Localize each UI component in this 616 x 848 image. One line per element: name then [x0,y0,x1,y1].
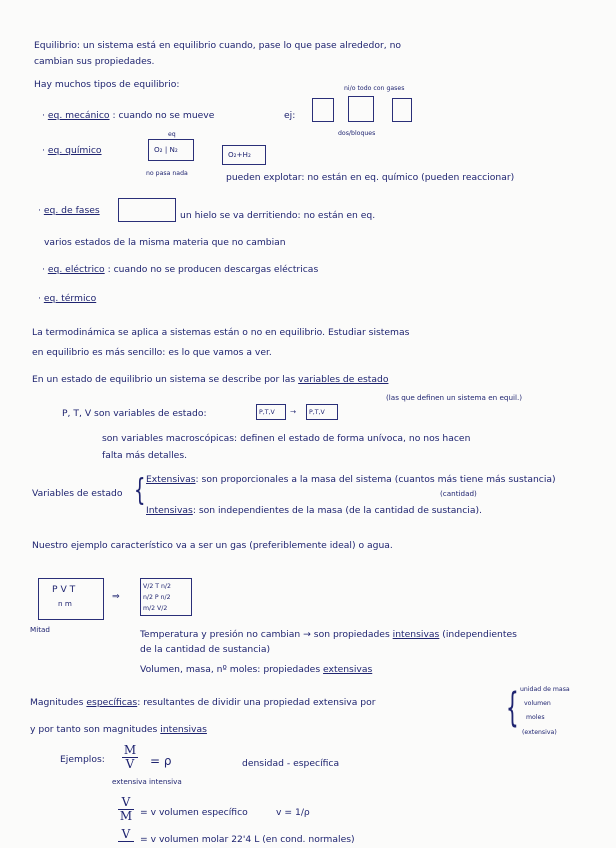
ptv-line: P, T, V son variables de estado: [62,408,207,419]
line-equilibrio: Equilibrio: un sistema está en equilibrio cuando, pase lo que pase alrededor, no [34,40,402,51]
fases-text2: varios estados de la misma materia que no cambian [44,237,286,248]
eq3: = v volumen molar 22'4 L (en cond. normales) [140,834,355,845]
mag-opt-4: (extensiva) [522,729,557,736]
eq1-text: densidad - específica [242,758,340,769]
para-estado [32,374,388,385]
ptv-arrow: → [290,407,297,416]
label-quimico: eq. químico [47,145,102,156]
mag2-line-b: intensivas [160,724,207,735]
tp-line-1 [140,629,517,640]
mecanico-bottom-note: dos/bloques [338,130,376,137]
gas-arrow: ⇒ [112,591,120,602]
quimico-note: no pasa nada [146,170,188,177]
extensivas-line [146,474,556,485]
line-cambian: cambian sus propiedades. [34,56,155,67]
quimico-box2-content: O₂+H₂ [228,150,251,159]
sketch-box-1 [312,98,334,122]
mag-opt-1: unidad de masa [520,686,570,693]
extensivas-text2: (cantidad) [440,489,477,498]
mag-opt-2: volumen [524,700,551,707]
intensivas-text: : son independientes de la masa (de la cantidad de sustancia). [192,505,482,516]
frac-vm-den: M [119,809,133,823]
gas-mitad: Mitad [30,625,50,634]
frac-mv-den: V [125,757,135,771]
bullet-termico: · eq. térmico [38,293,97,304]
sketch-box-3 [392,98,412,122]
para-estado-note: (las que definen un sistema en equil.) [386,393,523,402]
frac-vn [116,828,136,842]
extensivas-label: Extensivas [146,474,196,485]
gas-split-text-3: m/2 V/2 [143,605,168,612]
tp-line-2: de la cantidad de sustancia) [140,644,271,655]
quimico-text: pueden explotar: no están en eq. químico (pueden reaccionar) [226,172,515,183]
frac-mv [120,744,140,771]
para-estado-b: variables de estado [298,374,389,385]
frac-vn-bar [118,841,134,842]
mecanico-top-note: ni/o todo con gases [344,85,405,92]
eq1: = ρ [150,754,172,768]
ve-label: Variables de estado [32,488,123,499]
line-tipos: Hay muchos tipos de equilibrio: [34,79,180,90]
gas-box-text: P V T [52,584,76,595]
bullet-electrico: · eq. eléctrico : cuando no se producen descargas eléctricas [42,264,319,275]
frac-vm [116,796,136,823]
eq2b: v = 1/ρ [276,807,310,818]
para-termodinamica-2: en equilibrio es más sencillo: es lo que vamos a ver. [32,347,272,358]
ptv-detalles: falta más detalles. [102,450,188,461]
bullet-mecanico: · eq. mecánico : cuando no se mueve [42,110,215,121]
mag-opt-3: moles [526,714,545,721]
label-termico: eq. térmico [43,293,97,304]
bullet-quimico: · eq. químico [42,145,102,156]
tp-line-1c: (independientes [442,629,517,640]
eq2: = v volumen específico [140,807,248,818]
ext-int-note: extensiva intensiva [112,777,182,786]
extensivas-text: : son proporcionales a la masa del sistema (cuantos más tiene más sustancia) [195,474,556,485]
label-fases: eq. de fases [43,205,100,216]
mag-line-b: específicas [86,697,138,708]
ptv-box-1-text: P,T,V [259,409,275,416]
mag2-line [30,724,207,735]
gas-box-text2: n m [58,599,72,608]
tp-line-1b: intensivas [392,629,440,640]
label-electrico: eq. eléctrico [47,264,105,275]
fases-text: un hielo se va derritiendo: no están en eq. [180,210,376,221]
vol-line-b: extensivas [323,664,373,675]
frac-vn-num: V [121,827,131,841]
ejemplos-label: Ejemplos: [60,754,105,765]
bullet-fases: · eq. de fases [38,205,100,216]
quimico-top-note: eq [168,131,176,138]
frac-vm-num: V [121,795,131,809]
ptv-macro: son variables macroscópicas: definen el estado de forma unívoca, no nos hacen [102,433,471,444]
intensivas-line [146,505,482,516]
fases-sketch [118,198,176,222]
vol-line [140,664,372,675]
quimico-box-content: O₂ | N₂ [154,145,178,154]
text-mecanico: : cuando no se mueve [112,110,215,121]
mag-line-c: : resultantes de dividir una propiedad extensiva por [137,697,376,708]
para-termodinamica-1: La termodinámica se aplica a sistemas están o no en equilibrio. Estudiar sistemas [32,327,410,338]
label-mecanico: eq. mecánico [47,110,110,121]
gas-split-text-2: n/2 P n/2 [143,594,171,601]
mag-line [30,697,376,708]
vol-line-a: Volumen, masa, nº moles: propiedades [140,664,321,675]
tp-line-1a: Temperatura y presión no cambian → son propiedades [140,629,390,640]
mecanico-ej: ej: [284,110,296,121]
gas-split-text-1: V/2 T n/2 [143,583,171,590]
mag-brace: { [506,685,519,731]
ptv-box-2-text: P,T,V [309,409,325,416]
ve-brace: { [134,473,146,508]
frac-mv-num: M [123,743,137,757]
text-electrico: : cuando no se producen descargas eléctricas [107,264,319,275]
mag2-line-a: y por tanto son magnitudes [30,724,158,735]
mag-line-a: Magnitudes [30,697,84,708]
para-ejemplo: Nuestro ejemplo característico va a ser un gas (preferiblemente ideal) o agua. [32,540,393,551]
para-estado-a: En un estado de equilibrio un sistema se describe por las [32,374,296,385]
intensivas-label: Intensivas [146,505,193,516]
sketch-box-2 [348,96,374,122]
